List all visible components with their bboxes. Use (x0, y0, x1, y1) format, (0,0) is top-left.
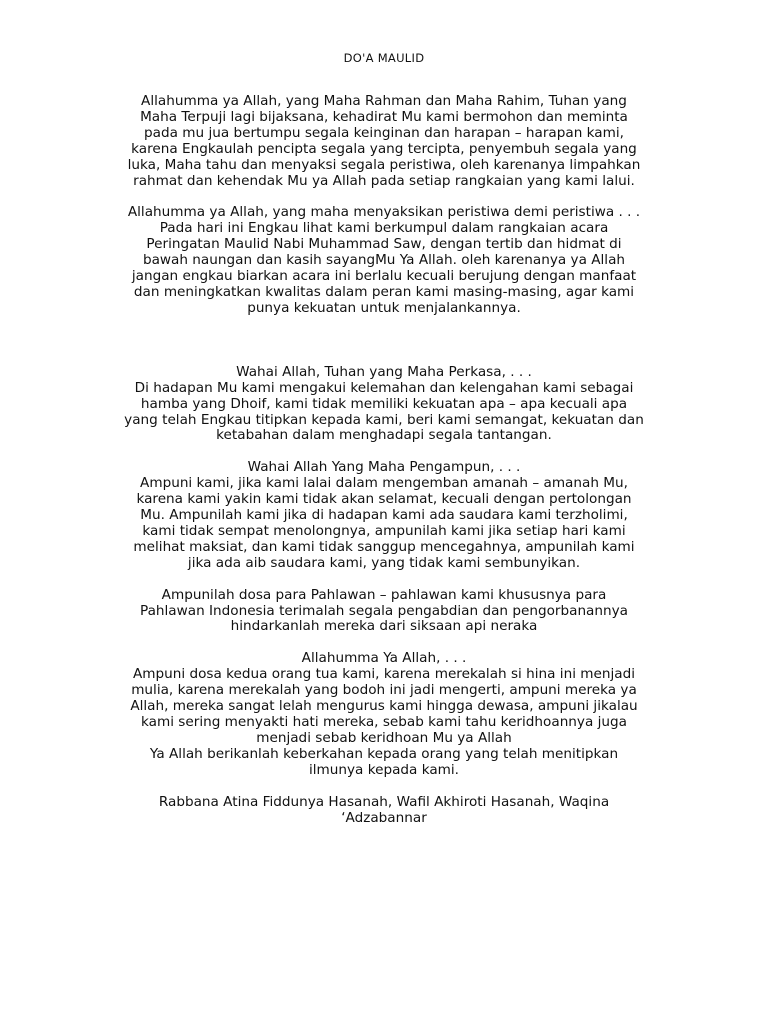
paragraph-line: Ya Allah berikanlah keberkahan kepada orang yang telah menitipkan (149, 745, 619, 762)
paragraph-line: Pahlawan Indonesia terimalah segala pengabdian dan pengorbanannya (139, 602, 628, 619)
document-body (80, 94, 688, 826)
paragraph-6 (80, 651, 688, 778)
paragraph-spacer (80, 779, 688, 795)
paragraph-line: kami tidak sempat menolongnya, ampunilah kami jika setiap hari kami (142, 522, 626, 539)
paragraph-line: Ampuni dosa kedua orang tua kami, karena merekalah si hina ini menjadi (132, 666, 636, 683)
paragraph-line: Mu. Ampunilah kami jika di hadapan kami ada saudara kami terzholimi, (140, 507, 628, 524)
paragraph-3 (80, 365, 688, 445)
paragraph-line: Allahumma ya Allah, yang Maha Rahman dan Maha Rahim, Tuhan yang (141, 93, 627, 109)
paragraph-line: hamba yang Dhoif, kami tidak memiliki kekuatan apa – apa kecuali apa (140, 395, 628, 412)
paragraph-line: Allahumma ya Allah, yang maha menyaksikan peristiwa demi peristiwa . . . (127, 204, 641, 221)
paragraph-line: ilmunya kepada kami. (308, 761, 459, 778)
document-title: DO'A MAULID (343, 51, 425, 65)
paragraph-spacer (80, 317, 688, 365)
paragraph-spacer (80, 444, 688, 460)
paragraph-line: Wahai Allah, Tuhan yang Maha Perkasa, . . . (236, 363, 532, 380)
paragraph-line: dan meningkatkan kwalitas dalam peran kami masing-masing, agar kami (133, 283, 635, 300)
paragraph-line: karena kami yakin kami tidak akan selamat, kecuali dengan pertolongan (136, 491, 632, 508)
paragraph-line: rahmat dan kehendak Mu ya Allah pada setiap rangkaian yang kami lalui. (133, 172, 635, 189)
paragraph-spacer (80, 572, 688, 588)
paragraph-1 (80, 94, 688, 189)
paragraph-line: yang telah Engkau titipkan kepada kami, beri kami semangat, kekuatan dan (124, 411, 644, 428)
paragraph-line: menjadi sebab keridhoan Mu ya Allah (256, 729, 512, 746)
paragraph-line: Ampuni kami, jika kami lalai dalam mengemban amanah – amanah Mu, (140, 475, 628, 492)
paragraph-line: mulia, karena merekalah yang bodoh ini jadi mengerti, ampuni mereka ya (131, 682, 637, 699)
paragraph-line: ‘Adzabannar (341, 809, 427, 826)
paragraph-line: Rabbana Atina Fiddunya Hasanah, Wafil Akhiroti Hasanah, Waqina (158, 793, 610, 810)
paragraph-line: Allah, mereka sangat lelah mengurus kami hingga dewasa, ampuni jikalau (130, 698, 638, 715)
paragraph-line: punya kekuatan untuk menjalankannya. (247, 299, 521, 316)
paragraph-line: melihat maksiat, dan kami tidak sanggup mencegahnya, ampunilah kami (133, 538, 635, 555)
paragraph-line: bawah naungan dan kasih sayangMu Ya Allah. oleh karenanya ya Allah (142, 252, 626, 269)
paragraph-7 (80, 795, 688, 827)
paragraph-line: Ampunilah dosa para Pahlawan – pahlawan kami khususnya para (161, 586, 607, 603)
paragraph-4 (80, 460, 688, 571)
paragraph-5 (80, 588, 688, 636)
paragraph-line: Wahai Allah Yang Maha Pengampun, . . . (247, 459, 521, 476)
paragraph-line: Di hadapan Mu kami mengakui kelemahan dan kelengahan kami sebagai (134, 379, 634, 396)
paragraph-spacer (80, 189, 688, 205)
paragraph-line: jika ada aib saudara kami, yang tidak kami sembunyikan. (187, 554, 581, 571)
paragraph-line: pada mu jua bertumpu segala keinginan dan harapan – harapan kami, (144, 124, 624, 141)
paragraph-line: karena Engkaulah pencipta segala yang tercipta, penyembuh segala yang (131, 140, 637, 157)
paragraph-2 (80, 205, 688, 316)
paragraph-line: hindarkanlah mereka dari siksaan api neraka (230, 618, 538, 635)
paragraph-line: jangan engkau biarkan acara ini berlalu kecuali berujung dengan manfaat (131, 268, 637, 285)
paragraph-line: Maha Terpuji lagi bijaksana, kehadirat Mu kami bermohon dan meminta (140, 108, 628, 125)
paragraph-line: Allahumma Ya Allah, . . . (301, 650, 467, 667)
paragraph-line: ketabahan dalam menghadapi segala tantangan. (216, 427, 552, 444)
paragraph-line: Pada hari ini Engkau lihat kami berkumpul dalam rangkaian acara (159, 220, 609, 237)
paragraph-line: kami sering menyakti hati mereka, sebab kami tahu keridhoannya juga (141, 714, 627, 730)
paragraph-line: luka, Maha tahu dan menyaksi segala peristiwa, oleh karenanya limpahkan (127, 156, 641, 173)
paragraph-line: Peringatan Maulid Nabi Muhammad Saw, dengan tertib dan hidmat di (146, 236, 622, 253)
paragraph-spacer (80, 635, 688, 651)
